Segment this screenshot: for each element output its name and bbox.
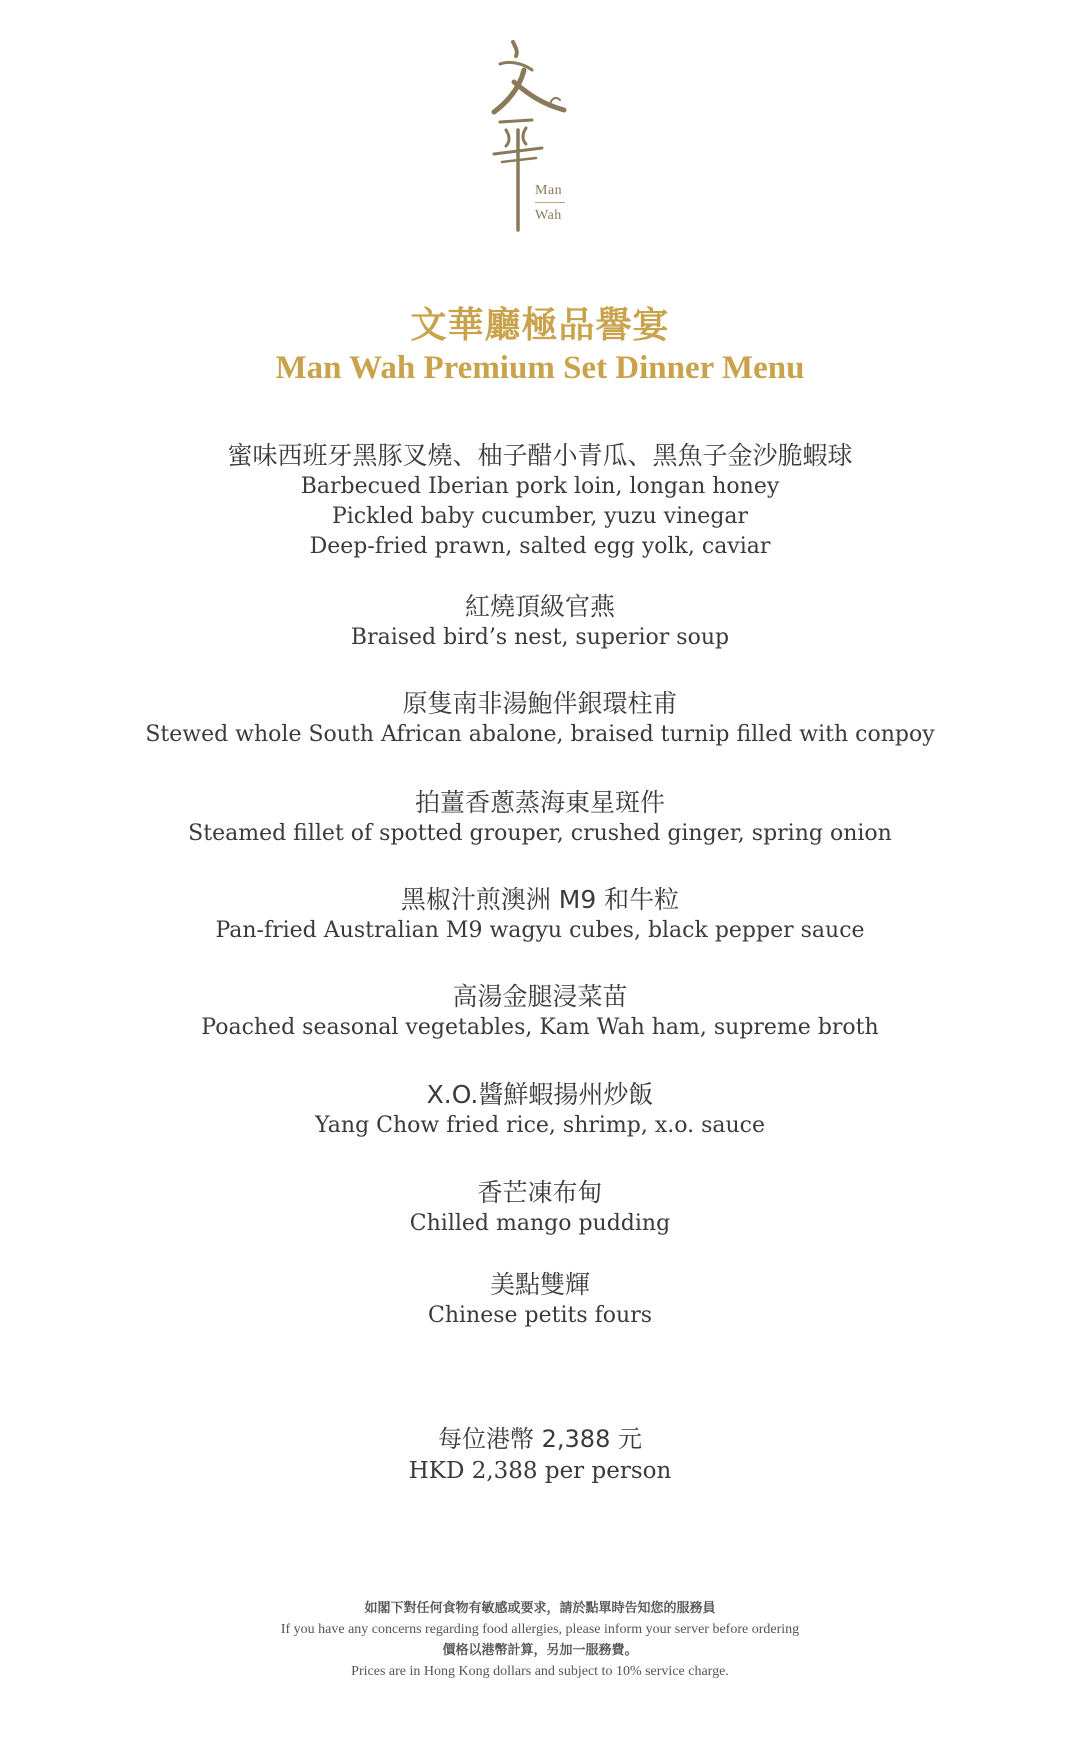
logo-wordmark-divider bbox=[535, 202, 565, 203]
course-item bbox=[0, 981, 1080, 1043]
course-item bbox=[0, 1079, 1080, 1141]
course-item bbox=[0, 1269, 1080, 1331]
course-name-chinese: 高湯金腿浸菜苗 bbox=[452, 982, 628, 1011]
price-english: HKD 2,388 per person bbox=[408, 1458, 672, 1484]
allergy-note-chinese: 如閣下對任何食物有敏感或要求，請於點單時告知您的服務員 bbox=[364, 1601, 716, 1616]
course-description: Yang Chow fried rice, shrimp, x.o. sauce bbox=[314, 1113, 766, 1138]
course-name-chinese: 拍薑香蔥蒸海東星斑件 bbox=[414, 788, 665, 817]
course-description: Barbecued Iberian pork loin, longan honey bbox=[300, 474, 780, 499]
course-name-chinese: 紅燒頂級官燕 bbox=[464, 592, 615, 621]
logo-wordmark-line1: Man bbox=[535, 183, 563, 198]
course-description: Deep-fried prawn, salted egg yolk, caviar bbox=[309, 534, 771, 559]
course-item bbox=[0, 1177, 1080, 1239]
service-charge-note-chinese: 價格以港幣計算，另加一服務費。 bbox=[442, 1643, 638, 1658]
allergy-note-english: If you have any concerns regarding food allergies, please inform your server before ordering bbox=[280, 1622, 800, 1637]
price-block bbox=[0, 1423, 1080, 1487]
course-name-chinese: 原隻南非湯鮑伴銀環柱甫 bbox=[402, 689, 678, 718]
course-description: Chilled mango pudding bbox=[409, 1211, 671, 1236]
logo-wordmark bbox=[535, 180, 565, 227]
service-charge-note-english: Prices are in Hong Kong dollars and subject to 10% service charge. bbox=[351, 1664, 729, 1679]
course-item bbox=[0, 884, 1080, 946]
course-name-chinese: 香芒凍布甸 bbox=[477, 1178, 603, 1207]
menu-title-english: Man Wah Premium Set Dinner Menu bbox=[275, 350, 805, 386]
course-name-chinese: 黑椒汁煎澳洲 M9 和牛粒 bbox=[400, 885, 680, 914]
logo-wordmark-line2: Wah bbox=[535, 208, 562, 223]
menu-title-chinese: 文華廳極品譽宴 bbox=[410, 305, 670, 346]
course-description: Chinese petits fours bbox=[428, 1303, 652, 1328]
course-description: Pan-fried Australian M9 wagyu cubes, black pepper sauce bbox=[215, 918, 865, 943]
course-name-chinese: 美點雙輝 bbox=[489, 1270, 590, 1299]
course-description: Pickled baby cucumber, yuzu vinegar bbox=[331, 504, 749, 529]
course-item bbox=[0, 440, 1080, 562]
footer-notes bbox=[0, 1598, 1080, 1682]
course-name-chinese: X.O.醬鮮蝦揚州炒飯 bbox=[426, 1080, 654, 1109]
course-description: Braised bird’s nest, superior soup bbox=[350, 625, 730, 650]
course-item bbox=[0, 688, 1080, 750]
course-description: Poached seasonal vegetables, Kam Wah ham, supreme broth bbox=[201, 1015, 879, 1040]
course-name-chinese: 蜜味西班牙黑豚叉燒、柚子醋小青瓜、黑魚子金沙脆蝦球 bbox=[227, 441, 853, 470]
price-chinese: 每位港幣 2,388 元 bbox=[438, 1425, 642, 1453]
course-item bbox=[0, 591, 1080, 653]
course-description: Stewed whole South African abalone, braised turnip filled with conpoy bbox=[145, 722, 935, 747]
course-description: Steamed fillet of spotted grouper, crushed ginger, spring onion bbox=[188, 821, 892, 846]
course-item bbox=[0, 787, 1080, 849]
